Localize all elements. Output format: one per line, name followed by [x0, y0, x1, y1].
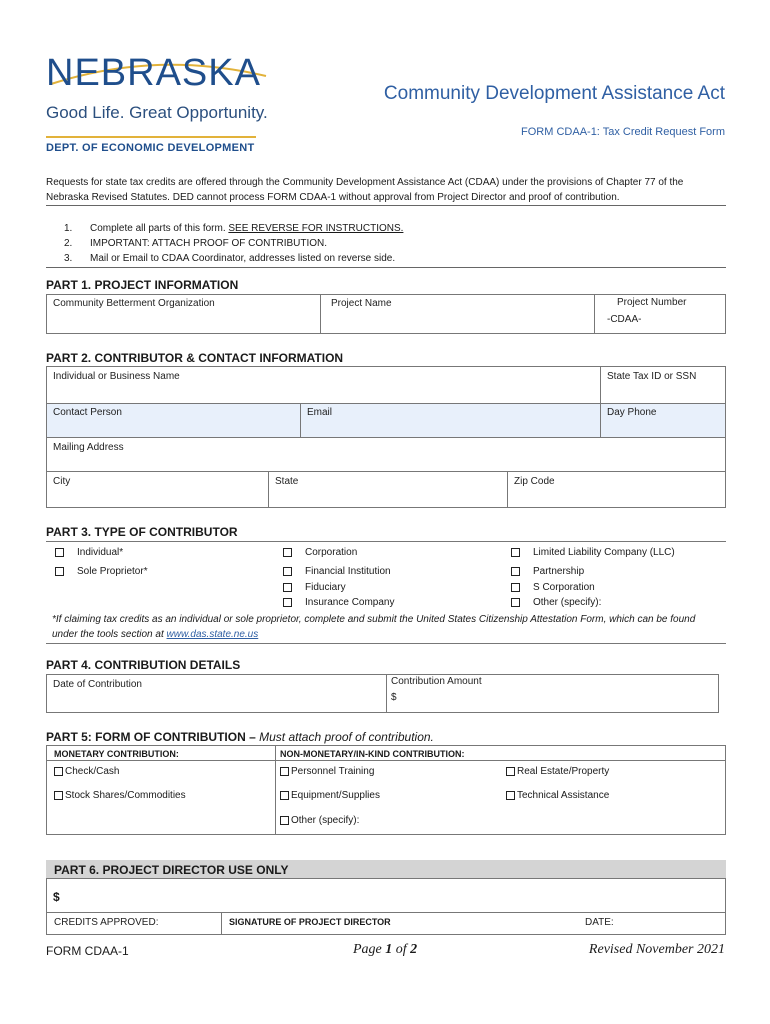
- checkbox-icon: [55, 548, 64, 557]
- contribution-date-field[interactable]: Date of Contribution: [46, 674, 387, 713]
- checkbox-icon: [511, 567, 520, 576]
- part3-heading: PART 3. TYPE OF CONTRIBUTOR: [46, 525, 238, 539]
- divider: [46, 643, 726, 644]
- state-field[interactable]: State: [268, 471, 508, 508]
- nebraska-logo: NEBRASKA: [46, 52, 261, 94]
- divider: [46, 912, 726, 913]
- part1-heading: PART 1. PROJECT INFORMATION: [46, 278, 239, 292]
- document-title: Community Development Assistance Act: [383, 83, 725, 104]
- nonmonetary-heading: NON-MONETARY/IN-KIND CONTRIBUTION:: [280, 749, 465, 759]
- mailing-address-field[interactable]: Mailing Address: [46, 437, 726, 472]
- fiduciary-checkbox[interactable]: Fiduciary: [305, 582, 346, 593]
- corporation-checkbox[interactable]: Corporation: [305, 547, 357, 558]
- part4-heading: PART 4. CONTRIBUTION DETAILS: [46, 658, 241, 672]
- step-1: 1. Complete all parts of this form. SEE REVERSE FOR INSTRUCTIONS.: [64, 223, 404, 234]
- instruction-steps: [64, 221, 403, 266]
- checkbox-icon: [280, 767, 289, 776]
- date-label: DATE:: [585, 917, 614, 928]
- email-field[interactable]: Email: [300, 403, 601, 438]
- logo-divider: [46, 136, 256, 138]
- step-3: 3. Mail or Email to CDAA Coordinator, addresses listed on reverse side.: [64, 253, 396, 264]
- insurance-company-checkbox[interactable]: Insurance Company: [305, 597, 395, 608]
- real-estate-checkbox[interactable]: Real Estate/Property: [517, 766, 609, 777]
- stock-shares-checkbox[interactable]: Stock Shares/Commodities: [65, 790, 186, 801]
- checkbox-icon: [283, 583, 292, 592]
- footer-form-id: FORM CDAA-1: [46, 944, 129, 958]
- divider: [275, 745, 276, 835]
- business-name-field[interactable]: Individual or Business Name: [46, 366, 601, 404]
- zip-code-field[interactable]: Zip Code: [507, 471, 726, 508]
- llc-checkbox[interactable]: Limited Liability Company (LLC): [533, 547, 675, 558]
- checkbox-icon: [506, 767, 515, 776]
- checkbox-icon: [54, 767, 63, 776]
- contact-person-field[interactable]: Contact Person: [46, 403, 301, 438]
- checkbox-icon: [283, 548, 292, 557]
- monetary-heading: MONETARY CONTRIBUTION:: [54, 749, 179, 759]
- project-number-field[interactable]: Project Number -CDAA-: [594, 294, 726, 334]
- tax-id-field[interactable]: State Tax ID or SSN: [600, 366, 726, 404]
- part5-heading: PART 5: FORM OF CONTRIBUTION – Must attach proof of contribution.: [46, 730, 434, 744]
- project-name-field[interactable]: Project Name: [320, 294, 595, 334]
- checkbox-icon: [511, 583, 520, 592]
- department-name: DEPT. OF ECONOMIC DEVELOPMENT: [46, 142, 255, 154]
- equipment-supplies-checkbox[interactable]: Equipment/Supplies: [291, 790, 380, 801]
- divider: [46, 541, 726, 542]
- credits-approved-label: CREDITS APPROVED:: [54, 917, 159, 928]
- city-field[interactable]: City: [46, 471, 269, 508]
- see-reverse-link[interactable]: SEE REVERSE FOR INSTRUCTIONS.: [228, 223, 404, 234]
- sole-proprietor-checkbox[interactable]: Sole Proprietor*: [77, 566, 148, 577]
- signature-label: SIGNATURE OF PROJECT DIRECTOR: [229, 917, 391, 927]
- step-2: 2. IMPORTANT: ATTACH PROOF OF CONTRIBUTION.: [64, 238, 328, 249]
- part6-heading: PART 6. PROJECT DIRECTOR USE ONLY: [54, 863, 289, 877]
- financial-institution-checkbox[interactable]: Financial Institution: [305, 566, 391, 577]
- revised-date: Revised November 2021: [588, 942, 725, 957]
- citizenship-note: *If claiming tax credits as an individual or sole proprietor, complete and submit the United States Citizenship Attestation Form, which can be found under the tools section at www.das.state.ne.us: [52, 614, 696, 640]
- document-subtitle: FORM CDAA-1: Tax Credit Request Form: [521, 126, 725, 138]
- other-specify-checkbox[interactable]: Other (specify):: [291, 815, 359, 826]
- check-cash-checkbox[interactable]: Check/Cash: [65, 766, 119, 777]
- s-corporation-checkbox[interactable]: S Corporation: [533, 582, 595, 593]
- technical-assistance-checkbox[interactable]: Technical Assistance: [517, 790, 609, 801]
- page-number: Page 1 of 2: [353, 942, 418, 957]
- other-checkbox[interactable]: Other (specify):: [533, 597, 601, 608]
- individual-checkbox[interactable]: Individual*: [77, 547, 123, 558]
- divider: [46, 760, 726, 761]
- checkbox-icon: [506, 791, 515, 800]
- checkbox-icon: [511, 598, 520, 607]
- checkbox-icon: [54, 791, 63, 800]
- checkbox-icon: [283, 567, 292, 576]
- personnel-training-checkbox[interactable]: Personnel Training: [291, 766, 374, 777]
- divider: [46, 205, 726, 206]
- divider: [46, 267, 726, 268]
- intro-paragraph: Requests for state tax credits are offered through the Community Development Assistance Act (CDAA) under the provisions of Chapter 77 of the Nebraska Revised Statutes. DED cannot process FORM CDAA-1 without approval from Project Director and proof of contribution.: [46, 177, 684, 203]
- checkbox-icon: [283, 598, 292, 607]
- checkbox-icon: [280, 816, 289, 825]
- credits-dollar: $: [53, 890, 60, 904]
- partnership-checkbox[interactable]: Partnership: [533, 566, 584, 577]
- part2-heading: PART 2. CONTRIBUTOR & CONTACT INFORMATION: [46, 351, 344, 365]
- divider: [221, 912, 222, 935]
- checkbox-icon: [511, 548, 520, 557]
- day-phone-field[interactable]: Day Phone: [600, 403, 726, 438]
- logo-tagline: Good Life. Great Opportunity.: [46, 103, 268, 122]
- contribution-amount-field[interactable]: Contribution Amount $: [386, 674, 719, 713]
- checkbox-icon: [55, 567, 64, 576]
- org-field[interactable]: Community Betterment Organization: [46, 294, 321, 334]
- checkbox-icon: [280, 791, 289, 800]
- das-website-link[interactable]: www.das.state.ne.us: [166, 629, 259, 640]
